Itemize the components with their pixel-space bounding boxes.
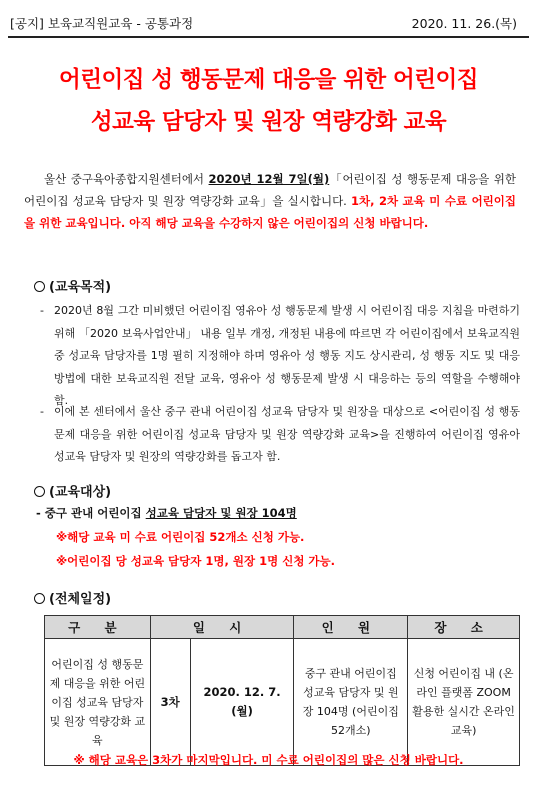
cell-category: 어린이집 성 행동문제 대응을 위한 어린이집 성교육 담당자 및 원장 역량강화 교육 [45, 639, 151, 766]
intro-text-2: 「어린이집 성 행동문제 대응을 위한 어린이집 성교육 담당자 및 원장 역량강화 교육」을 실시합니다. [24, 172, 516, 208]
header-place: 장 소 [408, 616, 520, 639]
section-schedule-heading: (전체일정) [34, 588, 111, 607]
footer-notice: ※ 해당 교육은 3차가 마지막입니다. 미 수료 어린이집의 많은 신청 바랍니다. [73, 753, 464, 767]
notice-header [8, 4, 529, 38]
target-note-2: ※어린이집 당 성교육 담당자 1명, 원장 1명 신청 가능. [56, 554, 336, 568]
notice-date: 2020. 11. 26.(목) [411, 16, 517, 31]
header-category: 구 분 [45, 616, 151, 639]
cell-place: 신청 어린이집 내 (온라인 플랫폼 ZOOM 활용한 실시간 온라인 교육) [408, 639, 520, 766]
target-line: - 중구 관내 어린이집 성교육 담당자 및 원장 104명 [36, 506, 297, 520]
cell-round: 3차 [150, 639, 190, 766]
table-row [45, 639, 520, 766]
target-underlined: 성교육 담당자 및 원장 104명 [145, 506, 297, 520]
cell-date: 2020. 12. 7.(월) [190, 639, 294, 766]
section-purpose-heading: (교육목적) [34, 276, 111, 295]
circle-bullet-icon [34, 486, 45, 497]
purpose-bullet-1: - 2020년 8월 그간 미비했던 어린이집 영유아 성 행동문제 발생 시 어린이집 대응 지침을 마련하기 위해 「2020 보육사업안내」 내용 일부 개정, 개정된 내용에 따르면 각 어린이집에서 보육교직원 중 성교육 담당자를 1명 필히 지정해야 하며 영유아 성 행동 지도 상시관리, 성 행동 지도 및 대응방법에 대한 보육교직원 전달 교육, 영유아 성 행동문제 발생 시 대응하는 등의 역할을 수행해야 함. [40, 304, 520, 407]
section-target-heading: (교육대상) [34, 481, 111, 500]
intro-paragraph [24, 168, 516, 234]
title-line-1: 어린이집 성 행동문제 대응을 위한 어린이집 [59, 67, 478, 93]
notice-category: [공지] 보육교직원교육 - 공통과정 [10, 16, 194, 31]
purpose-bullet-2: - 이에 본 센터에서 울산 중구 관내 어린이집 성교육 담당자 및 원장을 대상으로 <어린이집 성 행동문제 대응을 위한 어린이집 성교육 담당자 및 원장 역량강화 교육>을 진행하여 어린이집 영유아 성교육 담당자 및 원장의 역량강화를 돕고자 함. [40, 405, 520, 463]
title-line-2: 성교육 담당자 및 원장 역량강화 교육 [90, 109, 447, 135]
target-note-1: ※해당 교육 미 수료 어린이집 52개소 신청 가능. [56, 530, 305, 544]
table-header-row [45, 616, 520, 639]
circle-bullet-icon [34, 593, 45, 604]
intro-red-notice: 1차, 2차 교육 미 수료 어린이집을 위한 교육입니다. 아직 해당 교육을 수강하지 않은 어린이집의 신청 바랍니다. [24, 194, 516, 230]
intro-date: 2020년 12월 7일(월) [208, 172, 330, 186]
intro-text-1: 울산 중구육아종합지원센터에서 [44, 172, 209, 186]
cell-people: 중구 관내 어린이집 성교육 담당자 및 원장 104명 (어린이집 52개소) [294, 639, 408, 766]
circle-bullet-icon [34, 281, 45, 292]
header-people: 인 원 [294, 616, 408, 639]
schedule-table [44, 615, 520, 766]
header-date: 일 시 [150, 616, 294, 639]
